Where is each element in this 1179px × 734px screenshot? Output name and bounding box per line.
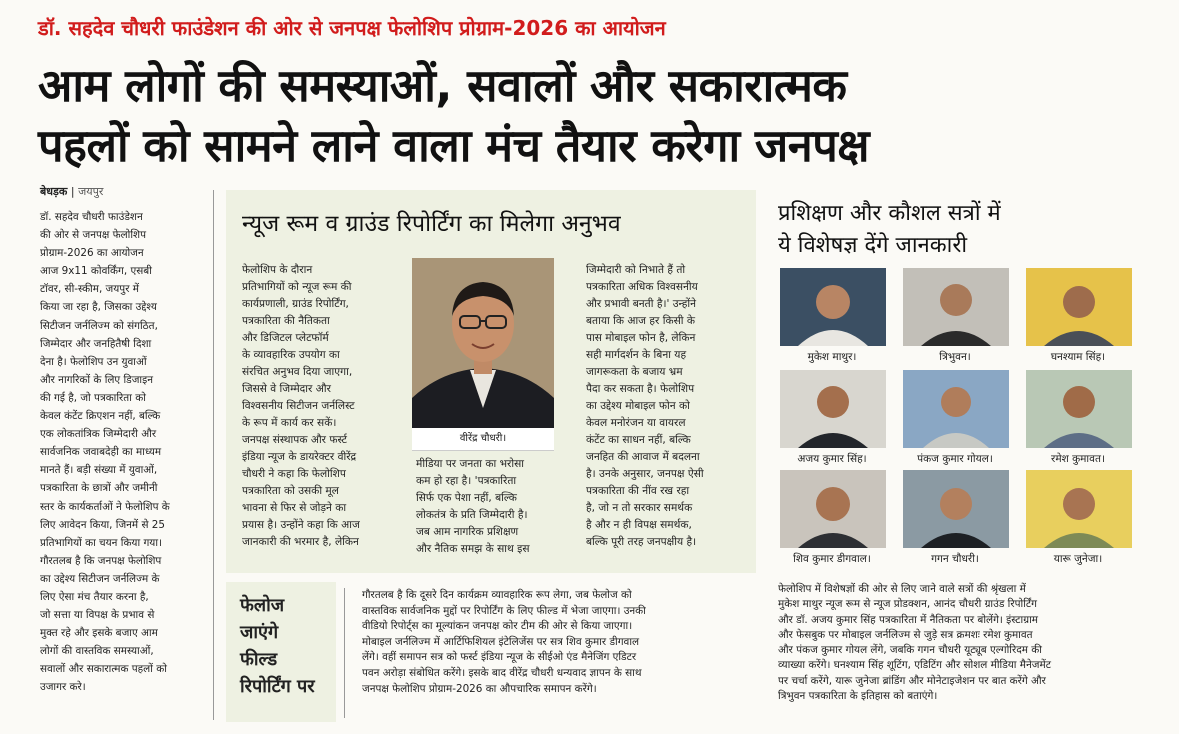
panel-left-line: के रूप में कार्य कर सकें।	[242, 417, 337, 429]
experts-text-line: और फेसबुक पर मोबाइल जर्नलिज्म से जुड़े सत्र क्रमशः रमेश कुमावत	[778, 628, 1033, 641]
side-heading-line: रिपोर्टिंग पर	[240, 676, 315, 697]
col1-line: लिए ऐसा मंच तैयार करना है,	[40, 590, 149, 603]
panel-right-line: का उद्देश्य मोबाइल फोन को	[586, 400, 690, 412]
portrait-photo-virendra	[412, 258, 554, 428]
panel-column-right	[586, 262, 751, 551]
expert-name: शिव कुमार डीगवाल।	[793, 553, 871, 565]
panel-left-line: और डिजिटल प्लेटफॉर्म	[242, 332, 329, 344]
panel-left-line: प्रयास है। उन्होंने कहा कि आज	[242, 519, 360, 531]
expert-name: पंकज कुमार गोयल।	[917, 453, 993, 465]
expert-name: मुकेश माथुर।	[807, 351, 857, 363]
article-column-1	[40, 208, 206, 697]
side-heading-line: फील्ड	[240, 649, 278, 670]
side-heading-box	[226, 582, 336, 722]
panel-left-line: प्रतिभागियों को न्यूज रूम की	[242, 281, 352, 293]
expert-name: अजय कुमार सिंह।	[797, 453, 867, 465]
col1-line: मानते हैं। बड़ी संख्या में युवाओं,	[40, 464, 158, 477]
panel-left-line: पत्रकारिता की नैतिकता	[242, 315, 330, 327]
col1-line: लोगों की वास्तविक समस्याओं,	[40, 645, 154, 658]
panel-left-line: संरचित अनुभव दिया जाएगा,	[242, 366, 353, 378]
byline-separator: |	[70, 185, 75, 198]
col1-line: टॉवर, सी-स्कीम, जयपुर में	[40, 283, 139, 296]
headline-line-2: पहलों को सामने लाने वाला मंच तैयार करेगा जनपक्ष	[38, 119, 870, 172]
col1-line: उजागर करे।	[40, 681, 86, 694]
col1-line: केवल कंटेंट क्रिएशन नहीं, बल्कि	[40, 410, 161, 423]
expert-photo	[903, 370, 1009, 448]
bottom-line: वीडियो रिपोर्ट्स का मूल्यांकन जनपक्ष कोर टीम की ओर से किया जाएगा।	[362, 620, 633, 633]
col1-line: लिए आवेदन किया, जिनमें से 25	[40, 518, 165, 531]
byline	[40, 184, 103, 199]
side-divider	[344, 588, 345, 718]
experts-text-line: व्याख्या करेंगे। घनश्याम सिंह शूटिंग, एडिटिंग और सोशल मीडिया मैनेजमेंट	[778, 659, 1051, 672]
experts-text-line: फेलोशिप में विशेषज्ञों की ओर से लिए जाने वाले सत्रों की श्रृंखला में	[778, 583, 1026, 595]
experts-title-line: ये विशेषज्ञ देंगे जानकारी	[778, 233, 968, 258]
byline-city: जयपुर	[78, 185, 104, 198]
col1-line: किया जा रहा है, जिसका उद्देश्य	[40, 301, 157, 314]
panel-mid-line: और नैतिक समझ के साथ इस	[416, 543, 530, 555]
panel-left-line: कार्यप्रणाली, ग्राउंड रिपोर्टिंग,	[242, 298, 349, 310]
expert-name: गगन चौधरी।	[931, 553, 979, 565]
panel-column-mid	[416, 456, 576, 558]
bottom-line: वास्तविक सार्वजनिक मुद्दों पर रिपोर्टिंग के लिए फील्ड में भेजा जाएगा। उनकी	[362, 604, 646, 617]
panel-left-line: भावना से फिर से जोड़ने का	[242, 502, 347, 514]
panel-right-line: बताया कि आज हर किसी के	[586, 315, 696, 327]
panel-right-line: पत्रकारिता की नींव रख रहा	[586, 485, 690, 497]
col1-line: स्तर के कार्यकर्ताओं ने फेलोशिप के	[40, 500, 170, 513]
panel-mid-line: कम हो रहा है। 'पत्रकारिता	[416, 475, 517, 487]
panel-mid-line: सिर्फ एक पेशा नहीं, बल्कि	[416, 492, 517, 504]
panel-column-left	[242, 262, 407, 551]
expert-photo	[1026, 470, 1132, 548]
headline-line-1: आम लोगों की समस्याओं, सवालों और सकारात्मक	[38, 59, 847, 112]
column-divider	[213, 190, 214, 720]
experts-text-line: पर चर्चा करेंगे, यारू जुनेजा ब्रांडिंग और मोनेटाइजेशन पर बात करेंगे और	[778, 674, 1046, 687]
panel-left-line: पत्रकारिता को उसकी मूल	[242, 485, 339, 497]
expert-name: यारू जुनेजा।	[1053, 553, 1103, 565]
panel-right-line: बल्कि पूरी तरह जनपक्षीय है।	[586, 536, 697, 548]
expert-name: घनश्याम सिंह।	[1050, 351, 1106, 363]
col1-line: एक लोकतांत्रिक जिम्मेदारी और	[40, 428, 157, 441]
panel-left-line: के व्यावहारिक उपयोग का	[242, 349, 340, 361]
panel-left-line: जिससे वे जिम्मेदार और	[242, 383, 331, 395]
bottom-line: जनपक्ष फेलोशिप प्रोग्राम-2026 का औपचारिक समापन करेंगे।	[362, 682, 597, 695]
photo-caption: वीरेंद्र चौधरी।	[412, 428, 554, 451]
bottom-line: लेंगे। वहीं समापन सत्र को फर्स्ट इंडिया न्यूज के सीईओ एंड मैनेजिंग एडिटर	[362, 651, 637, 664]
col1-line: सवालों और सकारात्मक पहलों को	[40, 663, 167, 676]
experts-text-line: और डॉ. अजय कुमार सिंह पत्रकारिता में नैतिकता पर बोलेंगे। इंस्टाग्राम	[778, 613, 1038, 626]
side-heading	[240, 592, 315, 700]
bottom-line: गौरतलब है कि दूसरे दिन कार्यक्रम व्यावहारिक रूप लेगा, जब फेलोज को	[362, 589, 632, 601]
expert-photo	[780, 268, 886, 346]
col1-line: पत्रकारिता के छात्रों और जमीनी	[40, 482, 158, 495]
panel-left-line: इंडिया न्यूज के डायरेक्टर वीरेंद्र	[242, 451, 357, 463]
expert-photo	[1026, 268, 1132, 346]
col1-line: गौरतलब है कि जनपक्ष फेलोशिप	[40, 554, 162, 567]
expert-photo	[780, 470, 886, 548]
col1-line: की ओर से जनपक्ष फेलोशिप	[40, 229, 147, 242]
col1-line: का उद्देश्य सिटीजन जर्नलिज्म के	[40, 572, 160, 585]
panel-right-line: सही मार्गदर्शन के बिना यह	[586, 349, 687, 361]
panel-left-line: फेलोशिप के दौरान	[242, 264, 313, 276]
panel-right-line: पैदा कर सकता है। फेलोशिप	[586, 383, 695, 395]
expert-photo	[903, 268, 1009, 346]
experts-text-line: त्रिभुवन पत्रकारिता के इतिहास को बताएंगे।	[778, 690, 938, 703]
panel-left-line: चौधरी ने कहा कि फेलोशिप	[242, 468, 346, 480]
expert-photo	[1026, 370, 1132, 448]
panel-left-line: जनपक्ष संस्थापक और फर्स्ट	[242, 434, 347, 446]
expert-name: त्रिभुवन।	[939, 351, 971, 363]
main-headline	[38, 56, 1148, 176]
col1-line: देना है। फेलोशिप उन युवाओं	[40, 355, 147, 368]
panel-right-line: पत्रकारिता अधिक विश्वसनीय	[586, 281, 698, 293]
experts-text-line: मुकेश माथुर न्यूज रूम से न्यूज प्रोडक्शन, आनंद चौधरी ग्राउंड रिपोर्टिंग	[778, 598, 1037, 611]
side-heading-line: फेलोज	[240, 595, 285, 616]
col1-line: की गई है, जो पत्रकारिता को	[40, 391, 146, 404]
panel-right-line: कंटेंट का साधन नहीं, बल्कि	[586, 434, 691, 446]
expert-name: रमेश कुमावत।	[1051, 453, 1105, 465]
col1-line: मुक्त रहे और इसके बजाए आम	[40, 627, 158, 640]
expert-photo	[903, 470, 1009, 548]
col1-line: सार्वजनिक जवाबदेही का माध्यम	[40, 446, 162, 459]
panel-mid-line: मीडिया पर जनता का भरोसा	[416, 458, 525, 470]
bottom-article-text	[362, 588, 752, 697]
panel-left-line: जानकारी की भरमार है, लेकिन	[242, 536, 359, 548]
panel-right-line: केवल मनोरंजन या वायरल	[586, 417, 686, 429]
panel-right-line: और प्रभावी बनती है।' उन्होंने	[586, 298, 696, 310]
col1-line: प्रतिभागियों का चयन किया गया।	[40, 536, 162, 549]
panel-right-line: है और न ही विपक्ष समर्थक,	[586, 519, 692, 531]
panel-right-line: है, जो न तो सरकार समर्थक	[586, 502, 693, 514]
panel-right-line: है। उनके अनुसार, जनपक्ष ऐसी	[586, 468, 704, 480]
panel-left-line: विश्वसनीय सिटीजन जर्नलिस्ट	[242, 400, 355, 412]
col1-line: आज 9x11 कोवर्किंग, एसबी	[40, 265, 152, 278]
experts-article-text	[778, 582, 1163, 704]
panel-right-line: जागरूकता के बजाय भ्रम	[586, 366, 683, 378]
experts-text-line: और पंकज कुमार गोयल लेंगे, जबकि गगन चौधरी यूट्यूब एल्गोरिदम की	[778, 644, 1042, 657]
panel-title: न्यूज रूम व ग्राउंड रिपोर्टिंग का मिलेगा अनुभव	[242, 211, 621, 237]
col1-line: जिम्मेदार और जनहितैषी दिशा	[40, 337, 152, 350]
kicker-headline: डॉ. सहदेव चौधरी फाउंडेशन की ओर से जनपक्ष फेलोशिप प्रोग्राम-2026 का आयोजन	[38, 16, 666, 40]
expert-photo	[780, 370, 886, 448]
experts-title-line: प्रशिक्षण और कौशल सत्रों में	[778, 201, 1001, 226]
panel-mid-line: जब आम नागरिक प्रशिक्षण	[416, 526, 519, 538]
col1-line: प्रोग्राम-2026 का आयोजन	[40, 247, 144, 260]
panel-right-line: पास मोबाइल फोन है, लेकिन	[586, 332, 696, 344]
col1-line: और नागरिकों के लिए डिजाइन	[40, 373, 153, 386]
panel-right-line: जिम्मेदारी को निभाते हैं तो	[586, 264, 686, 276]
bottom-line: मोबाइल जर्नलिज्म में आर्टिफिशियल इंटेलिजेंस पर सत्र शिव कुमार डीगवाल	[362, 635, 640, 648]
bottom-line: पवन अरोड़ा संबोधित करेंगे। इसके बाद वीरेंद्र चौधरी धन्यवाद ज्ञापन के साथ	[362, 666, 642, 679]
panel-right-line: जनहित की आवाज में बदलना	[586, 451, 700, 463]
byline-source: बेधड़क	[40, 185, 68, 198]
col1-line: सिटीजन जर्नलिज्म को संगठित,	[40, 319, 158, 332]
side-heading-line: जाएंगे	[240, 622, 279, 643]
panel-mid-line: लोकतंत्र के प्रति जिम्मेदारी है।	[416, 509, 528, 521]
experts-title	[778, 198, 1001, 262]
col1-line: जो सत्ता या विपक्ष के प्रभाव से	[40, 609, 155, 622]
col1-line: डॉ. सहदेव चौधरी फाउंडेशन	[40, 211, 143, 223]
